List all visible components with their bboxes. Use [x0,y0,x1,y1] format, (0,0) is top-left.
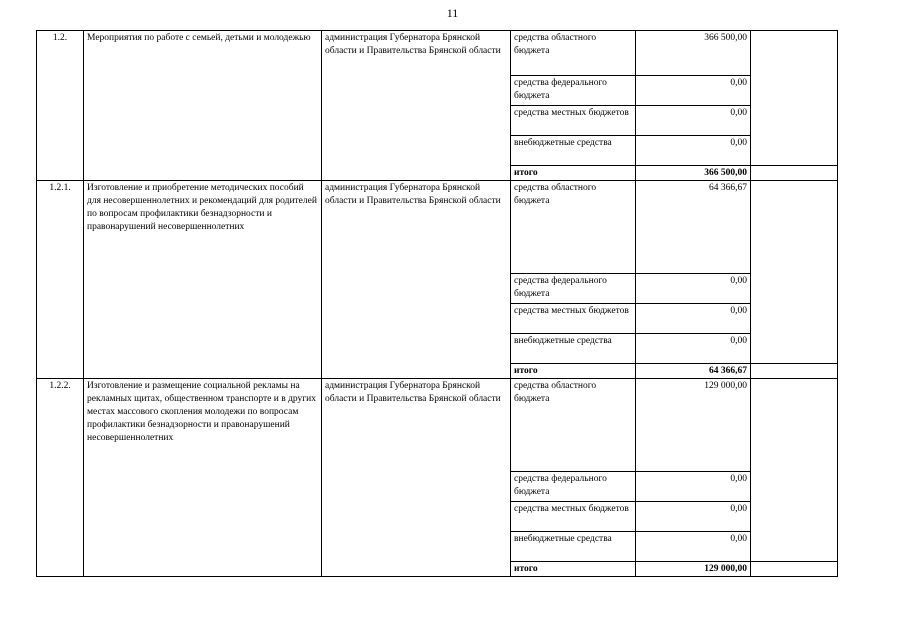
source-amount: 0,00 [636,334,751,364]
empty-cell [751,379,838,562]
source-amount: 0,00 [636,532,751,562]
table-row [37,31,838,76]
empty-cell [751,166,838,181]
total-label: итого [511,562,636,577]
total-label: итого [511,166,636,181]
source-label: средства федерального бюджета [511,274,636,304]
source-amount: 64 366,67 [636,181,751,274]
source-label: внебюджетные средства [511,532,636,562]
source-amount: 0,00 [636,136,751,166]
empty-cell [751,364,838,379]
event-name: Мероприятия по работе с семьей, детьми и молодежью [84,31,322,181]
row-number: 1.2. [37,31,84,181]
source-label: средства областного бюджета [511,31,636,76]
table-row [37,379,838,472]
row-number: 1.2.2. [37,379,84,577]
total-label: итого [511,364,636,379]
source-amount: 0,00 [636,304,751,334]
source-label: средства федерального бюджета [511,76,636,106]
source-label: средства федерального бюджета [511,472,636,502]
source-label: средства местных бюджетов [511,304,636,334]
source-amount: 0,00 [636,502,751,532]
source-amount: 366 500,00 [636,31,751,76]
source-label: средства местных бюджетов [511,106,636,136]
total-amount: 366 500,00 [636,166,751,181]
budget-table [36,30,838,577]
total-amount: 64 366,67 [636,364,751,379]
table-row [37,181,838,274]
total-amount: 129 000,00 [636,562,751,577]
source-amount: 0,00 [636,76,751,106]
executor: администрация Губернатора Брянской области и Правительства Брянской области [322,31,511,181]
event-name: Изготовление и размещение социальной рекламы на рекламных щитах, общественном транспорте и в других местах массового скопления молодежи по вопросам профилактики безнадзорности и правонарушений несовершеннолетних [84,379,322,577]
source-label: средства областного бюджета [511,181,636,274]
source-amount: 0,00 [636,472,751,502]
source-amount: 0,00 [636,274,751,304]
row-number: 1.2.1. [37,181,84,379]
source-label: внебюджетные средства [511,136,636,166]
empty-cell [751,562,838,577]
source-amount: 0,00 [636,106,751,136]
source-amount: 129 000,00 [636,379,751,472]
event-name: Изготовление и приобретение методических пособий для несовершеннолетних и рекомендаций для родителей по вопросам профилактики безнадзорности и правонарушений несовершеннолетних [84,181,322,379]
executor: администрация Губернатора Брянской области и Правительства Брянской области [322,181,511,379]
executor: администрация Губернатора Брянской области и Правительства Брянской области [322,379,511,577]
empty-cell [751,31,838,166]
source-label: средства местных бюджетов [511,502,636,532]
page-number: 11 [446,6,459,20]
empty-cell [751,181,838,364]
source-label: внебюджетные средства [511,334,636,364]
source-label: средства областного бюджета [511,379,636,472]
